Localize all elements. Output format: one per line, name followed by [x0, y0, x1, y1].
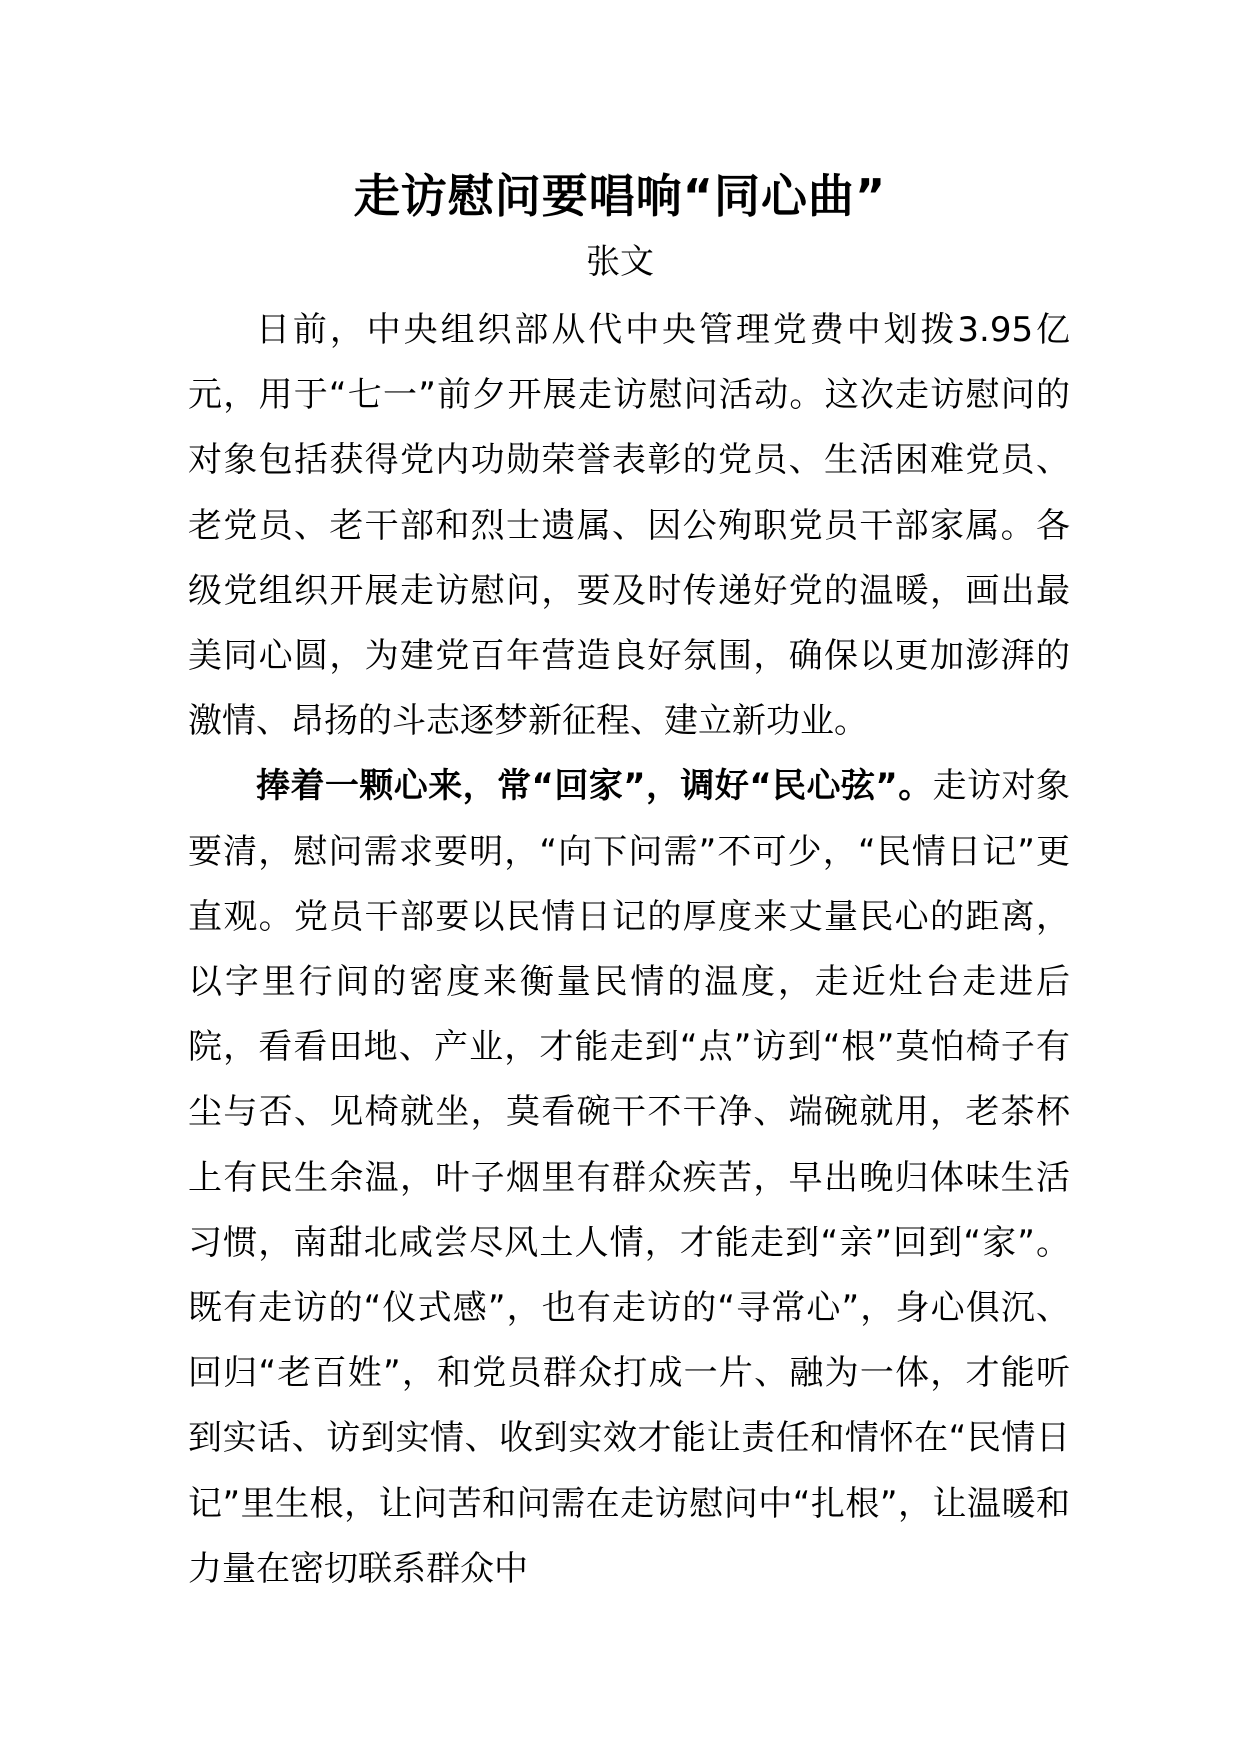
paragraph-1: [188, 298, 1070, 754]
document-title: 走访慰问要唱响“同心曲”: [353, 169, 887, 223]
document-body: [188, 298, 1070, 1602]
paragraph-2-lead: 捧着一颗心来，常“回家”，调好“民心弦”。: [256, 766, 933, 807]
paragraph-1-text: 日前，中央组织部从代中央管理党费中划拨3.95亿元，用于“七一”前夕开展走访慰问活动。这次走访慰问的对象包括获得党内功勋荣誉表彰的党员、生活困难党员、老党员、老干部和烈士遗属、因公殉职党员干部家属。各级党组织开展走访慰问，要及时传递好党的温暖，画出最美同心圆，为建党百年营造良好氛围，确保以更加澎湃的激情、昂扬的斗志逐梦新征程、建立新功业。: [188, 310, 1070, 742]
document-author: 张文: [586, 242, 654, 282]
paragraph-2: [188, 754, 1070, 1602]
paragraph-2-text: 走访对象要清，慰问需求要明，“向下问需”不可少，“民情日记”更直观。党员干部要以民情日记的厚度来丈量民心的距离，以字里行间的密度来衡量民情的温度，走近灶台走进后院，看看田地、产业，才能走到“点”访到“根”莫怕椅子有尘与否、见椅就坐，莫看碗干不干净、端碗就用，老茶杯上有民生余温，叶子烟里有群众疾苦，早出晚归体味生活习惯，南甜北咸尝尽风土人情，才能走到“亲”回到“家”。既有走访的“仪式感”，也有走访的“寻常心”，身心俱沉、回归“老百姓”，和党员群众打成一片、融为一体，才能听到实话、访到实情、收到实效才能让责任和情怀在“民情日记”里生根，让问苦和问需在走访慰问中“扎根”，让温暖和力量在密切联系群众中: [188, 766, 1070, 1589]
